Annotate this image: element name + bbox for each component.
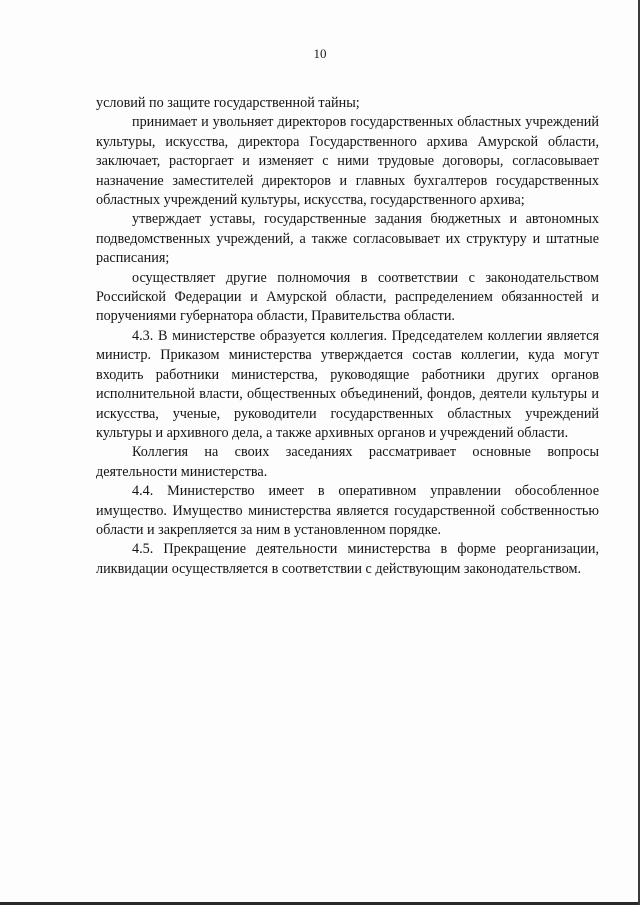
paragraph-other-powers: осуществляет другие полномочия в соответствии с законодательством Российской Федерации и Амурской области, распределением обязанностей и поручениями губернатора области, Правительства области. — [96, 269, 599, 325]
document-body — [96, 94, 599, 579]
paragraph-4-4-property: 4.4. Министерство имеет в оперативном управлении обособленное имущество. Имущество министерства является государственной собственностью области и закрепляется за ним в установленном порядке. — [96, 483, 599, 538]
page-number: 10 — [313, 46, 327, 61]
paragraph-collegium-meetings: Коллегия на своих заседаниях рассматривает основные вопросы деятельности министерства. — [96, 444, 599, 480]
paragraph-4-5-termination: 4.5. Прекращение деятельности министерства в форме реорганизации, ликвидации осуществляется в соответствии с действующим законодательством. — [96, 541, 599, 577]
paragraph-hiring-directors: принимает и увольняет директоров государственных областных учреждений культуры, искусства, директора Государственного архива Амурской области, заключает, расторгает и изменяет с ними трудовые договоры, согласовывает назначение заместителей директоров и главных бухгалтеров государственных областных учреждений культуры, искусства, государственного архива; — [96, 114, 599, 209]
paragraph-secrecy-conditions: условий по защите государственной тайны; — [96, 95, 360, 111]
paragraph-4-3-collegium: 4.3. В министерстве образуется коллегия. Председателем коллегии является министр. Приказом министерства утверждается состав коллегии, куда могут входить работники министерства, руководящие работники других органов исполнительной власти, общественных объединений, фондов, деятели культуры и искусства, ученые, руководители государственных областных учреждений культуры и архивного дела, а также архивных органов и учреждений области. — [96, 327, 599, 441]
paragraph-approves-charters: утверждает уставы, государственные задания бюджетных и автономных подведомственных учреждений, а также согласовывает их структуру и штатные расписания; — [96, 211, 599, 267]
